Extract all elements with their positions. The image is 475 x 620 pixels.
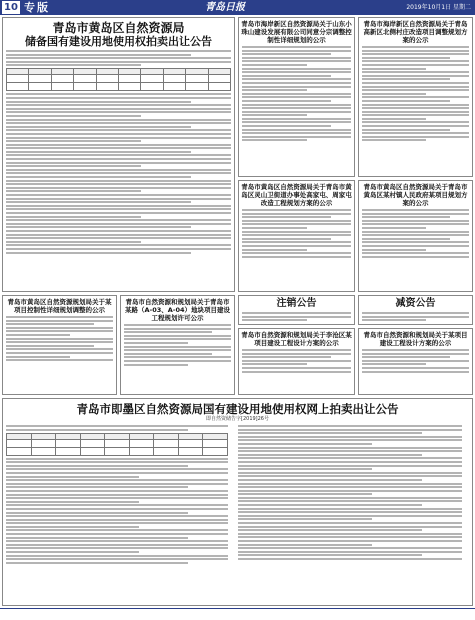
masthead — [0, 0, 475, 15]
page-footer — [0, 608, 475, 620]
notice-body — [6, 425, 228, 431]
notice-body — [362, 349, 469, 373]
notice-title: 注销公告 — [276, 298, 317, 309]
issue-date: 2019年10月1日 星期二 — [406, 4, 471, 11]
notice-village-renovation — [358, 17, 473, 177]
parcel-table — [6, 68, 231, 91]
notice-subtitle: 即自然资储告字[2019]26号 — [206, 416, 269, 422]
notice-title: 青岛市黄岛区自然资源局关于青岛市黄岛区灵山卫街道办事处高家屯、周家屯改造工程规划方案的公示 — [241, 183, 352, 207]
notice-body — [238, 425, 462, 560]
notice-title: 储备国有建设用地使用权拍卖出让公告 — [25, 35, 212, 48]
notice-body — [362, 312, 469, 321]
notice-body — [6, 316, 113, 361]
notice-body — [242, 46, 351, 141]
notice-body — [124, 324, 231, 366]
notice-body — [6, 50, 231, 66]
notice-licang-design — [238, 328, 355, 395]
notice-control-plan-adjust — [2, 295, 117, 395]
section-name: 专版 — [24, 1, 50, 14]
notice-title: 青岛市黄岛区自然资源局 — [52, 21, 185, 35]
notice-lingshanwei-renovation — [238, 180, 355, 292]
notice-body — [6, 458, 228, 564]
paper-logo: 青岛日报 — [205, 2, 245, 13]
notice-road-a03-a04 — [120, 295, 235, 395]
notice-project-design — [358, 328, 473, 395]
page-number: 10 — [2, 1, 20, 14]
notice-body — [242, 312, 351, 321]
notice-title: 青岛市自然资源和规划局关于李沧区某项目建设工程设计方案的公示 — [241, 331, 352, 347]
notice-title: 青岛市黄岛区自然资源局关于青岛市黄岛区某村镇人民政府某项目规划方案的公示 — [363, 183, 468, 207]
notice-title: 青岛市海岸新区自然资源局关于山东小珠山建设发展有限公司同意分宗调整控制性详细规划的公示 — [241, 20, 352, 44]
notice-body — [6, 93, 231, 253]
notice-title: 减资公告 — [395, 298, 436, 309]
notice-capital-reduction — [358, 295, 473, 325]
notice-title: 青岛市海岸新区自然资源局关于青岛高新区北侧村庄改造项目调整规划方案的公示 — [363, 20, 468, 44]
notice-title: 青岛市黄岛区自然资源规划局关于某项目控制性详细规划调整的公示 — [7, 298, 112, 314]
notice-title: 青岛市自然资源和规划局关于青岛市某路（A-03、A-04）地块项目建设工程规划许可公示 — [124, 298, 231, 322]
notice-town-project — [358, 180, 473, 292]
notice-body — [362, 209, 469, 258]
notice-plan-adjust-xiaozhushan — [238, 17, 355, 177]
notice-body — [242, 209, 351, 258]
notice-land-auction-huangdao — [2, 17, 235, 292]
notice-body — [242, 349, 351, 373]
notice-deregistration — [238, 295, 355, 325]
notice-body — [362, 46, 469, 141]
parcel-table — [6, 433, 228, 456]
notice-title: 青岛市自然资源和规划局关于某项目建设工程设计方案的公示 — [363, 331, 468, 347]
notice-title: 青岛市即墨区自然资源局国有建设用地使用权网上拍卖出让公告 — [76, 402, 399, 416]
notice-jimo-land-auction — [2, 398, 473, 606]
